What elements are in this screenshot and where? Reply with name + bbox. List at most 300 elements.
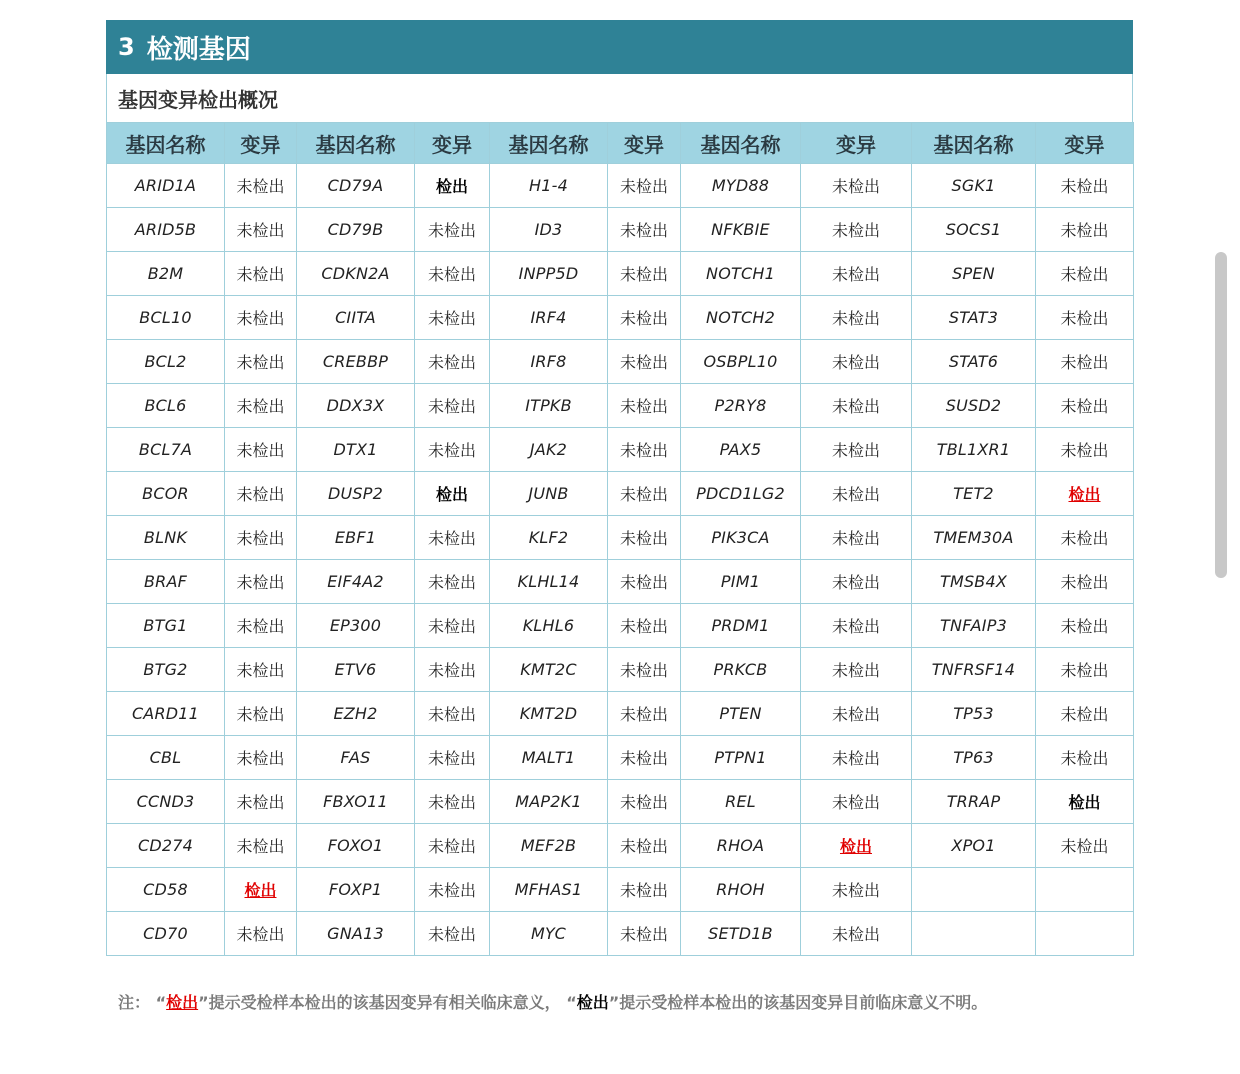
variant-status-cell bbox=[608, 736, 681, 780]
variant-status-label: 未检出 bbox=[236, 617, 285, 636]
variant-status-cell bbox=[415, 252, 490, 296]
variant-status-cell bbox=[225, 296, 297, 340]
gene-name-cell: CCND3 bbox=[107, 780, 225, 824]
gene-name-cell: IRF4 bbox=[490, 296, 608, 340]
gene-name-cell: FOXO1 bbox=[297, 824, 415, 868]
section-number: 3 bbox=[118, 33, 135, 61]
gene-name-cell: P2RY8 bbox=[681, 384, 801, 428]
gene-name-cell: TMEM30A bbox=[912, 516, 1036, 560]
gene-name-cell: DDX3X bbox=[297, 384, 415, 428]
gene-name-cell: BCL10 bbox=[107, 296, 225, 340]
gene-name-cell: FAS bbox=[297, 736, 415, 780]
variant-status-cell bbox=[225, 208, 297, 252]
variant-header: 变异 bbox=[801, 123, 912, 164]
variant-status-cell bbox=[1036, 648, 1134, 692]
table-row bbox=[107, 868, 1134, 912]
variant-status-label: 未检出 bbox=[236, 485, 285, 504]
gene-name-cell bbox=[912, 868, 1036, 912]
variant-status-label: 未检出 bbox=[236, 529, 285, 548]
variant-status-cell bbox=[608, 252, 681, 296]
gene-name-cell: CBL bbox=[107, 736, 225, 780]
variant-header: 变异 bbox=[225, 123, 297, 164]
variant-status-cell bbox=[415, 164, 490, 208]
variant-status-cell bbox=[608, 428, 681, 472]
gene-name-cell: CD79B bbox=[297, 208, 415, 252]
variant-status-cell bbox=[415, 296, 490, 340]
variant-status-label: 未检出 bbox=[236, 837, 285, 856]
variant-status-cell bbox=[801, 648, 912, 692]
gene-name-cell: NFKBIE bbox=[681, 208, 801, 252]
variant-status-cell bbox=[225, 868, 297, 912]
variant-status-label: 未检出 bbox=[1060, 573, 1109, 592]
variant-status-label: 未检出 bbox=[427, 441, 476, 460]
gene-name-header: 基因名称 bbox=[912, 123, 1036, 164]
variant-status-cell bbox=[608, 516, 681, 560]
variant-status-label: 未检出 bbox=[427, 837, 476, 856]
variant-status-label: 未检出 bbox=[831, 617, 880, 636]
gene-name-cell: PIK3CA bbox=[681, 516, 801, 560]
variant-status-cell bbox=[801, 824, 912, 868]
table-row bbox=[107, 164, 1134, 208]
unknown-significance-detected-label: 检出 bbox=[435, 177, 468, 196]
gene-name-cell: PTEN bbox=[681, 692, 801, 736]
variant-status-cell bbox=[225, 912, 297, 956]
gene-name-cell: BCOR bbox=[107, 472, 225, 516]
variant-status-cell bbox=[608, 340, 681, 384]
variant-status-cell bbox=[608, 164, 681, 208]
table-row bbox=[107, 736, 1134, 780]
variant-status-label: 未检出 bbox=[619, 265, 668, 284]
gene-name-cell: H1-4 bbox=[490, 164, 608, 208]
variant-status-cell bbox=[801, 516, 912, 560]
variant-status-cell bbox=[1036, 428, 1134, 472]
gene-name-cell: TBL1XR1 bbox=[912, 428, 1036, 472]
gene-name-cell: MAP2K1 bbox=[490, 780, 608, 824]
variant-status-cell bbox=[225, 780, 297, 824]
variant-status-label: 未检出 bbox=[427, 925, 476, 944]
variant-status-cell bbox=[415, 692, 490, 736]
variant-status-cell bbox=[801, 252, 912, 296]
variant-status-label: 未检出 bbox=[831, 353, 880, 372]
gene-name-cell: SETD1B bbox=[681, 912, 801, 956]
variant-status-label: 未检出 bbox=[236, 441, 285, 460]
variant-status-cell bbox=[801, 912, 912, 956]
variant-status-label: 未检出 bbox=[831, 309, 880, 328]
variant-status-cell bbox=[608, 296, 681, 340]
variant-status-cell bbox=[1036, 516, 1134, 560]
variant-status-label: 未检出 bbox=[831, 881, 880, 900]
significant-detected-label: 检出 bbox=[1068, 485, 1101, 504]
variant-status-cell bbox=[801, 428, 912, 472]
gene-name-cell: ITPKB bbox=[490, 384, 608, 428]
variant-status-label: 未检出 bbox=[1060, 529, 1109, 548]
section-title: 检测基因 bbox=[146, 34, 251, 65]
variant-status-cell bbox=[801, 604, 912, 648]
gene-name-cell: RHOA bbox=[681, 824, 801, 868]
table-row bbox=[107, 472, 1134, 516]
variant-status-label: 未检出 bbox=[619, 881, 668, 900]
variant-status-label: 未检出 bbox=[831, 793, 880, 812]
variant-status-cell bbox=[801, 472, 912, 516]
gene-name-cell: ETV6 bbox=[297, 648, 415, 692]
variant-status-cell bbox=[608, 384, 681, 428]
variant-status-cell bbox=[1036, 824, 1134, 868]
variant-status-cell bbox=[225, 648, 297, 692]
variant-status-cell bbox=[801, 384, 912, 428]
gene-name-cell: PDCD1LG2 bbox=[681, 472, 801, 516]
variant-status-label: 未检出 bbox=[1060, 353, 1109, 372]
variant-status-cell bbox=[608, 472, 681, 516]
variant-status-label: 未检出 bbox=[619, 529, 668, 548]
note-black-desc: ”提示受检样本检出的该基因变异目前临床意义不明。 bbox=[608, 993, 988, 1012]
variant-status-label: 未检出 bbox=[1060, 177, 1109, 196]
variant-status-cell bbox=[415, 384, 490, 428]
gene-name-cell: MFHAS1 bbox=[490, 868, 608, 912]
gene-name-cell: CARD11 bbox=[107, 692, 225, 736]
variant-status-cell bbox=[225, 604, 297, 648]
variant-status-label: 未检出 bbox=[831, 661, 880, 680]
variant-status-label: 未检出 bbox=[619, 397, 668, 416]
variant-status-cell bbox=[608, 560, 681, 604]
variant-status-cell bbox=[225, 164, 297, 208]
table-row bbox=[107, 252, 1134, 296]
gene-name-cell: CREBBP bbox=[297, 340, 415, 384]
note-black-open-quote: “ bbox=[566, 993, 577, 1012]
variant-status-cell bbox=[608, 208, 681, 252]
variant-status-label: 未检出 bbox=[1060, 265, 1109, 284]
section-header bbox=[106, 20, 1133, 74]
variant-status-cell bbox=[415, 472, 490, 516]
gene-name-cell: DUSP2 bbox=[297, 472, 415, 516]
gene-name-cell: GNA13 bbox=[297, 912, 415, 956]
variant-status-label: 未检出 bbox=[427, 749, 476, 768]
variant-status-label: 未检出 bbox=[619, 309, 668, 328]
variant-header: 变异 bbox=[1036, 123, 1134, 164]
variant-status-label: 未检出 bbox=[619, 485, 668, 504]
gene-name-cell: ID3 bbox=[490, 208, 608, 252]
variant-status-cell bbox=[608, 912, 681, 956]
variant-status-label: 未检出 bbox=[619, 441, 668, 460]
variant-status-label: 未检出 bbox=[831, 441, 880, 460]
gene-name-cell: PTPN1 bbox=[681, 736, 801, 780]
gene-name-header: 基因名称 bbox=[490, 123, 608, 164]
variant-status-label: 未检出 bbox=[619, 177, 668, 196]
variant-status-label: 未检出 bbox=[427, 265, 476, 284]
variant-status-label: 未检出 bbox=[1060, 397, 1109, 416]
gene-name-cell: PRDM1 bbox=[681, 604, 801, 648]
variant-status-label: 未检出 bbox=[619, 749, 668, 768]
variant-status-label: 未检出 bbox=[427, 573, 476, 592]
variant-status-label: 未检出 bbox=[236, 573, 285, 592]
gene-name-cell: BCL7A bbox=[107, 428, 225, 472]
variant-status-label: 未检出 bbox=[427, 617, 476, 636]
note-open-quote: “ bbox=[155, 993, 167, 1012]
variant-status-label: 未检出 bbox=[427, 353, 476, 372]
gene-name-cell: EZH2 bbox=[297, 692, 415, 736]
variant-status-label: 未检出 bbox=[619, 573, 668, 592]
variant-status-cell bbox=[1036, 912, 1134, 956]
variant-status-label: 未检出 bbox=[831, 397, 880, 416]
note-red-desc: ”提示受检样本检出的该基因变异有相关临床意义， bbox=[198, 993, 561, 1012]
gene-name-cell: CIITA bbox=[297, 296, 415, 340]
gene-name-cell: B2M bbox=[107, 252, 225, 296]
variant-status-cell bbox=[225, 384, 297, 428]
variant-status-cell bbox=[1036, 780, 1134, 824]
variant-status-cell bbox=[608, 780, 681, 824]
variant-status-cell bbox=[225, 252, 297, 296]
significant-detected-label: 检出 bbox=[244, 881, 277, 900]
variant-status-cell bbox=[415, 560, 490, 604]
variant-status-label: 未检出 bbox=[236, 309, 285, 328]
gene-name-cell: PIM1 bbox=[681, 560, 801, 604]
footnote bbox=[118, 990, 987, 1013]
table-subtitle: 基因变异检出概况 bbox=[106, 74, 1133, 122]
gene-name-cell: PRKCB bbox=[681, 648, 801, 692]
gene-name-header: 基因名称 bbox=[107, 123, 225, 164]
gene-name-cell: NOTCH1 bbox=[681, 252, 801, 296]
variant-status-cell bbox=[415, 780, 490, 824]
variant-status-label: 未检出 bbox=[427, 221, 476, 240]
variant-status-label: 未检出 bbox=[427, 397, 476, 416]
gene-name-cell: FBXO11 bbox=[297, 780, 415, 824]
gene-name-cell: XPO1 bbox=[912, 824, 1036, 868]
table-row bbox=[107, 780, 1134, 824]
gene-name-cell: MALT1 bbox=[490, 736, 608, 780]
gene-name-cell: BRAF bbox=[107, 560, 225, 604]
variant-status-cell bbox=[608, 604, 681, 648]
gene-name-cell: OSBPL10 bbox=[681, 340, 801, 384]
variant-status-cell bbox=[1036, 164, 1134, 208]
gene-name-cell: ARID5B bbox=[107, 208, 225, 252]
variant-status-cell bbox=[415, 604, 490, 648]
gene-table-body bbox=[107, 164, 1134, 956]
variant-status-cell bbox=[415, 340, 490, 384]
gene-name-cell: KMT2D bbox=[490, 692, 608, 736]
variant-status-label: 未检出 bbox=[831, 925, 880, 944]
variant-status-cell bbox=[1036, 604, 1134, 648]
gene-name-cell: EIF4A2 bbox=[297, 560, 415, 604]
variant-status-label: 未检出 bbox=[831, 485, 880, 504]
variant-status-label: 未检出 bbox=[236, 749, 285, 768]
variant-status-cell bbox=[1036, 252, 1134, 296]
gene-name-cell: SOCS1 bbox=[912, 208, 1036, 252]
gene-name-cell: TET2 bbox=[912, 472, 1036, 516]
gene-name-cell: ARID1A bbox=[107, 164, 225, 208]
variant-header: 变异 bbox=[608, 123, 681, 164]
gene-name-cell: BCL2 bbox=[107, 340, 225, 384]
variant-status-label: 未检出 bbox=[831, 529, 880, 548]
gene-name-cell: CD58 bbox=[107, 868, 225, 912]
gene-report bbox=[106, 20, 1133, 956]
variant-status-label: 未检出 bbox=[236, 397, 285, 416]
unknown-significance-detected-label: 检出 bbox=[1068, 793, 1101, 812]
gene-name-cell: REL bbox=[681, 780, 801, 824]
gene-name-cell: TP63 bbox=[912, 736, 1036, 780]
gene-name-cell: JAK2 bbox=[490, 428, 608, 472]
gene-name-cell: SPEN bbox=[912, 252, 1036, 296]
gene-name-cell: PAX5 bbox=[681, 428, 801, 472]
note-black-term: 检出 bbox=[576, 993, 609, 1012]
gene-name-cell: MEF2B bbox=[490, 824, 608, 868]
gene-name-cell: INPP5D bbox=[490, 252, 608, 296]
table-row bbox=[107, 296, 1134, 340]
variant-status-cell bbox=[225, 516, 297, 560]
variant-status-cell bbox=[225, 824, 297, 868]
header-row bbox=[107, 123, 1134, 164]
variant-status-cell bbox=[608, 692, 681, 736]
table-row bbox=[107, 340, 1134, 384]
variant-status-label: 未检出 bbox=[619, 925, 668, 944]
variant-status-cell bbox=[801, 868, 912, 912]
table-row bbox=[107, 428, 1134, 472]
gene-name-cell: TP53 bbox=[912, 692, 1036, 736]
variant-status-label: 未检出 bbox=[1060, 705, 1109, 724]
gene-variant-table bbox=[106, 122, 1134, 956]
note-prefix: 注： bbox=[118, 993, 151, 1012]
gene-name-cell: NOTCH2 bbox=[681, 296, 801, 340]
gene-name-cell: EP300 bbox=[297, 604, 415, 648]
variant-status-label: 未检出 bbox=[831, 221, 880, 240]
gene-name-cell: CD79A bbox=[297, 164, 415, 208]
table-row bbox=[107, 384, 1134, 428]
variant-status-cell bbox=[1036, 736, 1134, 780]
variant-status-label: 未检出 bbox=[619, 221, 668, 240]
gene-name-cell: DTX1 bbox=[297, 428, 415, 472]
variant-status-cell bbox=[1036, 208, 1134, 252]
table-row bbox=[107, 912, 1134, 956]
variant-status-cell bbox=[225, 692, 297, 736]
gene-name-cell: RHOH bbox=[681, 868, 801, 912]
variant-status-label: 未检出 bbox=[236, 925, 285, 944]
variant-status-cell bbox=[801, 736, 912, 780]
gene-name-cell: STAT6 bbox=[912, 340, 1036, 384]
variant-status-label: 未检出 bbox=[236, 353, 285, 372]
gene-name-cell: TMSB4X bbox=[912, 560, 1036, 604]
gene-name-cell: JUNB bbox=[490, 472, 608, 516]
variant-status-cell bbox=[801, 208, 912, 252]
table-row bbox=[107, 516, 1134, 560]
variant-status-cell bbox=[415, 516, 490, 560]
vertical-scrollbar[interactable] bbox=[1215, 252, 1227, 578]
gene-name-cell: FOXP1 bbox=[297, 868, 415, 912]
table-row bbox=[107, 824, 1134, 868]
gene-name-cell: IRF8 bbox=[490, 340, 608, 384]
variant-status-cell bbox=[415, 208, 490, 252]
gene-name-cell bbox=[912, 912, 1036, 956]
variant-status-label: 未检出 bbox=[619, 793, 668, 812]
gene-name-cell: STAT3 bbox=[912, 296, 1036, 340]
gene-name-cell: SUSD2 bbox=[912, 384, 1036, 428]
variant-status-cell bbox=[415, 868, 490, 912]
variant-status-label: 未检出 bbox=[1060, 617, 1109, 636]
gene-name-cell: CD70 bbox=[107, 912, 225, 956]
variant-status-label: 未检出 bbox=[619, 837, 668, 856]
variant-status-cell bbox=[415, 912, 490, 956]
variant-status-label: 未检出 bbox=[1060, 221, 1109, 240]
variant-status-cell bbox=[801, 340, 912, 384]
table-row bbox=[107, 560, 1134, 604]
table-row bbox=[107, 648, 1134, 692]
variant-status-cell bbox=[415, 824, 490, 868]
variant-header: 变异 bbox=[415, 123, 490, 164]
variant-status-label: 未检出 bbox=[1060, 837, 1109, 856]
variant-status-label: 未检出 bbox=[1060, 309, 1109, 328]
variant-status-cell bbox=[225, 736, 297, 780]
table-row bbox=[107, 604, 1134, 648]
gene-name-cell: BLNK bbox=[107, 516, 225, 560]
variant-status-label: 未检出 bbox=[427, 705, 476, 724]
variant-status-cell bbox=[801, 560, 912, 604]
variant-status-cell bbox=[225, 340, 297, 384]
gene-name-cell: BTG1 bbox=[107, 604, 225, 648]
variant-status-cell bbox=[1036, 296, 1134, 340]
variant-status-label: 未检出 bbox=[236, 793, 285, 812]
table-row bbox=[107, 692, 1134, 736]
variant-status-cell bbox=[801, 164, 912, 208]
gene-name-header: 基因名称 bbox=[297, 123, 415, 164]
gene-name-cell: KLHL6 bbox=[490, 604, 608, 648]
variant-status-label: 未检出 bbox=[1060, 441, 1109, 460]
gene-name-cell: TNFAIP3 bbox=[912, 604, 1036, 648]
variant-status-cell bbox=[1036, 560, 1134, 604]
gene-name-cell: CDKN2A bbox=[297, 252, 415, 296]
variant-status-label: 未检出 bbox=[427, 529, 476, 548]
variant-status-label: 未检出 bbox=[831, 705, 880, 724]
variant-status-label: 未检出 bbox=[1060, 749, 1109, 768]
table-row bbox=[107, 208, 1134, 252]
variant-status-label: 未检出 bbox=[236, 705, 285, 724]
variant-status-label: 未检出 bbox=[619, 353, 668, 372]
gene-name-cell: TNFRSF14 bbox=[912, 648, 1036, 692]
variant-status-label: 未检出 bbox=[427, 793, 476, 812]
gene-name-cell: KMT2C bbox=[490, 648, 608, 692]
gene-name-cell: CD274 bbox=[107, 824, 225, 868]
gene-name-cell: BTG2 bbox=[107, 648, 225, 692]
variant-status-label: 未检出 bbox=[619, 617, 668, 636]
gene-name-cell: SGK1 bbox=[912, 164, 1036, 208]
gene-name-cell: MYC bbox=[490, 912, 608, 956]
variant-status-cell bbox=[801, 692, 912, 736]
variant-status-cell bbox=[608, 648, 681, 692]
variant-status-label: 未检出 bbox=[831, 749, 880, 768]
variant-status-label: 未检出 bbox=[831, 265, 880, 284]
gene-name-cell: MYD88 bbox=[681, 164, 801, 208]
gene-name-cell: BCL6 bbox=[107, 384, 225, 428]
variant-status-cell bbox=[225, 472, 297, 516]
gene-name-cell: KLHL14 bbox=[490, 560, 608, 604]
variant-status-cell bbox=[415, 648, 490, 692]
variant-status-label: 未检出 bbox=[427, 309, 476, 328]
variant-status-cell bbox=[415, 428, 490, 472]
variant-status-cell bbox=[1036, 692, 1134, 736]
variant-status-cell bbox=[608, 868, 681, 912]
variant-status-cell bbox=[801, 780, 912, 824]
variant-status-cell bbox=[1036, 384, 1134, 428]
variant-status-cell bbox=[1036, 868, 1134, 912]
variant-status-label: 未检出 bbox=[236, 177, 285, 196]
variant-status-label: 未检出 bbox=[619, 705, 668, 724]
gene-name-header: 基因名称 bbox=[681, 123, 801, 164]
variant-status-cell bbox=[608, 824, 681, 868]
variant-status-label: 未检出 bbox=[427, 881, 476, 900]
variant-status-label: 未检出 bbox=[236, 265, 285, 284]
variant-status-cell bbox=[1036, 472, 1134, 516]
gene-name-cell: TRRAP bbox=[912, 780, 1036, 824]
note-red-term: 检出 bbox=[166, 993, 199, 1012]
variant-status-cell bbox=[225, 560, 297, 604]
significant-detected-label: 检出 bbox=[839, 837, 872, 856]
variant-status-label: 未检出 bbox=[427, 661, 476, 680]
